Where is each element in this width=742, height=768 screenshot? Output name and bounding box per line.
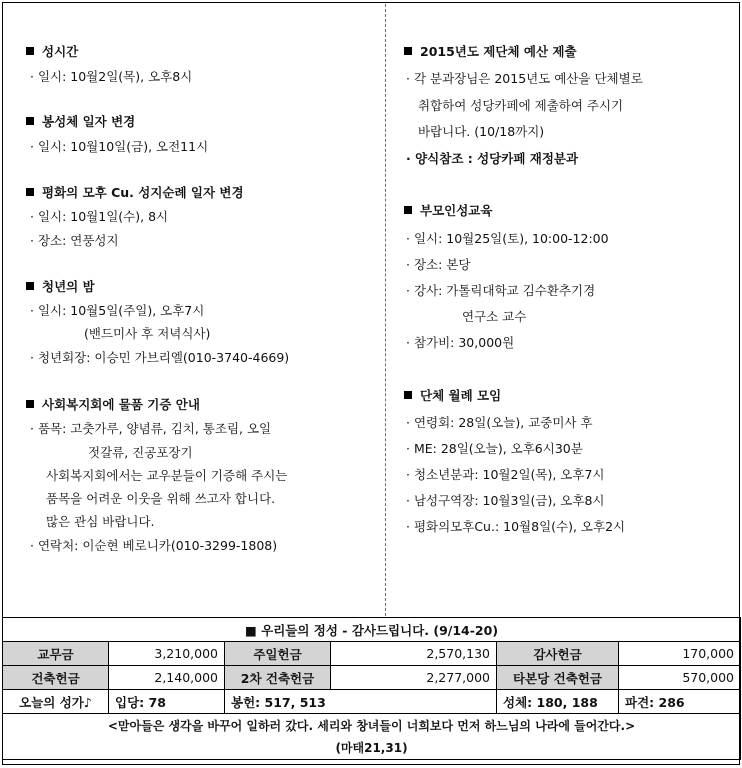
text-line: · 참가비: 30,000원	[406, 335, 515, 350]
text-line: · 일시: 10월10일(금), 오전11시	[30, 139, 209, 154]
offertory-stat: 봉헌: 517, 513	[225, 690, 497, 714]
text-line: · 일시: 10월2일(목), 오후8시	[30, 69, 193, 84]
offering-value: 2,140,000	[109, 666, 225, 690]
text-line: · ME: 28일(오늘), 오후6시30분	[406, 441, 583, 456]
text-line: 젓갈류, 진공포장기	[88, 445, 193, 460]
offering-table	[2, 617, 741, 760]
offering-value: 170,000	[619, 642, 741, 666]
offering-label: 교무금	[3, 642, 109, 666]
bullet-square-icon	[404, 206, 412, 214]
text-line: · 각 분과장님은 2015년도 예산을 단체별로	[406, 71, 643, 86]
section-title: 봉성체 일자 변경	[26, 112, 135, 130]
section-title: 평화의 모후 Cu. 성지순례 일자 변경	[26, 183, 244, 201]
quote-cell	[3, 714, 741, 760]
text-line: · 일시: 10월25일(토), 10:00-12:00	[406, 231, 609, 246]
text-line: · 연락처: 이순현 베로니카(010-3299-1808)	[30, 538, 278, 553]
scripture-reference: (마태21,31)	[335, 740, 408, 755]
offering-value: 3,210,000	[109, 642, 225, 666]
section-title: 사회복지회에 물품 기증 안내	[26, 395, 200, 413]
recession-stat: 파견: 286	[619, 690, 741, 714]
text-line: 바랍니다. (10/18까지)	[418, 124, 545, 139]
table-row	[3, 666, 741, 690]
text-line: 연구소 교수	[462, 309, 527, 324]
offering-label: 2차 건축헌금	[225, 666, 331, 690]
table-row	[3, 642, 741, 666]
text-line: · 장소: 본당	[406, 257, 471, 272]
section-title: 단체 월례 모임	[404, 386, 501, 404]
communion-stat: 성체: 180, 188	[497, 690, 619, 714]
text-line: · 평화의모후Cu.: 10월8일(수), 오후2시	[406, 519, 626, 534]
text-line: · 청년회장: 이승민 가브리엘(010-3740-4669)	[30, 350, 290, 365]
offering-value: 2,570,130	[331, 642, 497, 666]
section-title: 성시간	[26, 42, 78, 60]
text-line: 품목을 어려운 이웃을 위해 쓰고자 합니다.	[46, 491, 276, 506]
offering-label: 감사헌금	[497, 642, 619, 666]
section-title: 부모인성교육	[404, 201, 492, 219]
offering-label: 건축헌금	[3, 666, 109, 690]
text-line: 사회복지회에서는 교우분들이 기증해 주시는	[46, 468, 288, 483]
bullet-square-icon	[26, 188, 34, 196]
text-line: 취합하여 성당카페에 제출하여 주시기	[418, 98, 624, 113]
stats-row	[3, 690, 741, 714]
text-line: · 일시: 10월5일(주일), 오후7시	[30, 303, 205, 318]
text-line: · 남성구역장: 10월3일(금), 오후8시	[406, 493, 605, 508]
text-line: · 양식참조 : 성당카페 재정분과	[406, 151, 579, 166]
text-line: (밴드미사 후 저녁식사)	[84, 326, 211, 341]
text-line: 많은 관심 바랍니다.	[46, 514, 155, 529]
bullet-square-icon	[26, 400, 34, 408]
section-title: 2015년도 제단체 예산 제출	[404, 42, 577, 60]
text-line: · 일시: 10월1일(수), 8시	[30, 209, 169, 224]
text-line: · 연령회: 28일(오늘), 교중미사 후	[406, 415, 593, 430]
bullet-square-icon	[26, 47, 34, 55]
bullet-square-icon	[404, 391, 412, 399]
text-line: · 강사: 가톨릭대학교 김수환추기경	[406, 283, 596, 298]
offering-value: 2,277,000	[331, 666, 497, 690]
bullet-square-icon	[26, 282, 34, 290]
entrance-stat: 입당: 78	[109, 690, 225, 714]
offering-label: 주일헌금	[225, 642, 331, 666]
column-divider	[385, 4, 386, 616]
offering-title: ■ 우리들의 정성 - 감사드립니다. (9/14-20)	[3, 618, 741, 642]
bullet-square-icon	[404, 47, 412, 55]
text-line: · 장소: 연풍성지	[30, 233, 119, 248]
section-title: 청년의 밤	[26, 277, 95, 295]
text-line: · 품목: 고춧가루, 양념류, 김치, 통조림, 오일	[30, 421, 272, 436]
text-line: · 청소년분과: 10월2일(목), 오후7시	[406, 467, 605, 482]
offering-label: 타본당 건축헌금	[497, 666, 619, 690]
offering-value: 570,000	[619, 666, 741, 690]
scripture-quote: <맏아들은 생각을 바꾸어 일하러 갔다. 세리와 창녀들이 너희보다 먼저 하느님의 나라에 들어간다.>	[107, 718, 636, 733]
hymn-label: 오늘의 성가♪	[3, 690, 109, 714]
bullet-square-icon	[26, 117, 34, 125]
